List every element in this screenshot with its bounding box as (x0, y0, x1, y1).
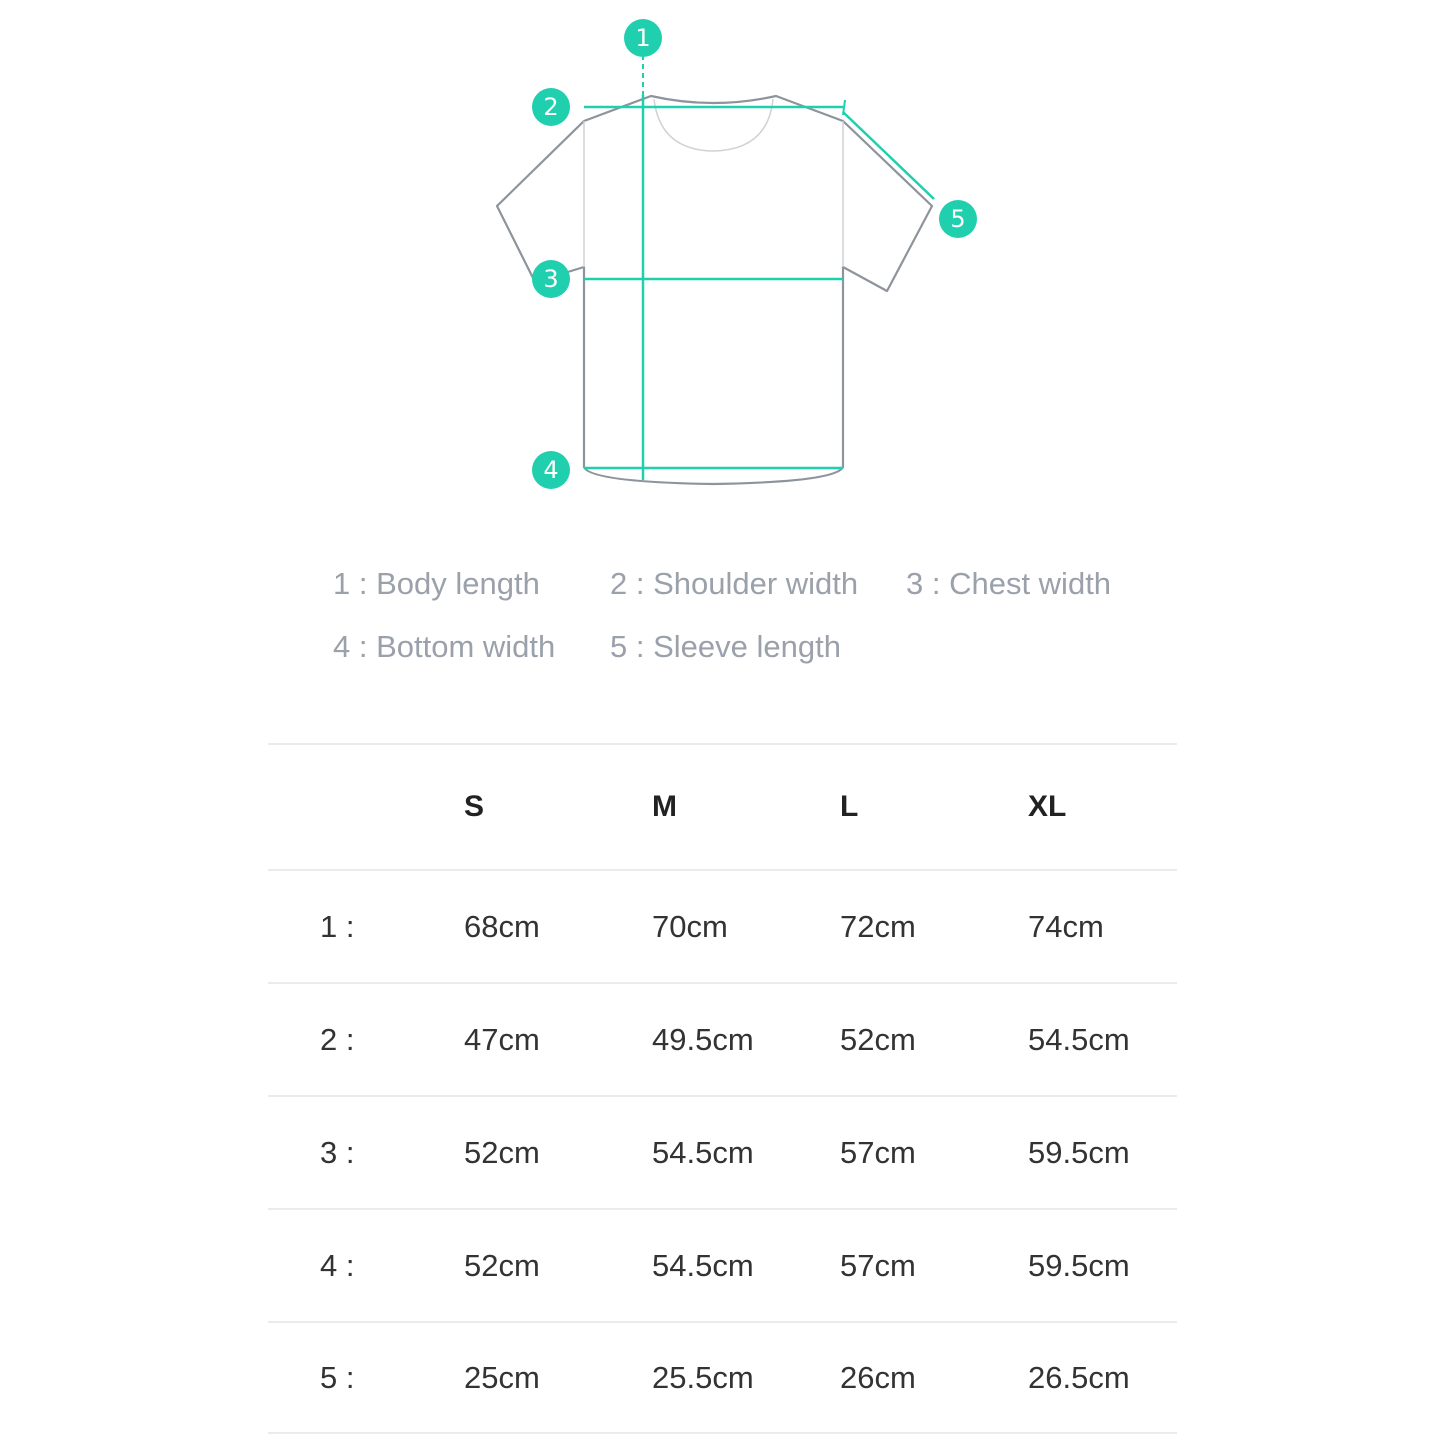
sleeve-length-line (843, 112, 934, 199)
table-cell: 25.5cm (652, 1359, 754, 1395)
table-row (268, 982, 1177, 1095)
legend-sleeve-length: 5 : Sleeve length (610, 629, 841, 664)
table-cell: 57cm (840, 1134, 916, 1170)
row-label: 4 : (320, 1247, 355, 1283)
header-size-s: S (464, 790, 485, 823)
svg-text:2: 2 (543, 93, 559, 121)
table-cell: 59.5cm (1028, 1134, 1130, 1170)
table-cell: 26.5cm (1028, 1359, 1130, 1395)
marker-1 (624, 19, 662, 57)
table-header-row (268, 743, 1177, 869)
table-cell: 70cm (652, 908, 728, 944)
svg-text:5: 5 (950, 205, 966, 233)
marker-5 (939, 200, 977, 238)
table-cell: 54.5cm (1028, 1021, 1130, 1057)
tshirt-measurement-diagram (0, 0, 1445, 520)
marker-4 (532, 451, 570, 489)
table-cell: 25cm (464, 1359, 540, 1395)
table-row (268, 1321, 1177, 1434)
table-cell: 54.5cm (652, 1134, 754, 1170)
table-row (268, 869, 1177, 982)
table-cell: 74cm (1028, 908, 1104, 944)
row-label: 5 : (320, 1359, 355, 1395)
table-cell: 59.5cm (1028, 1247, 1130, 1283)
table-row (268, 1095, 1177, 1208)
header-size-l: L (840, 790, 859, 823)
legend-body-length: 1 : Body length (333, 566, 540, 601)
row-label: 1 : (320, 908, 355, 944)
header-size-xl: XL (1028, 790, 1067, 823)
measurement-lines (584, 55, 934, 480)
table-cell: 54.5cm (652, 1247, 754, 1283)
table-cell: 57cm (840, 1247, 916, 1283)
svg-text:3: 3 (543, 265, 559, 293)
svg-text:1: 1 (635, 24, 651, 52)
table-cell: 52cm (464, 1134, 540, 1170)
table-cell: 72cm (840, 908, 916, 944)
header-size-m: M (652, 790, 677, 823)
row-label: 2 : (320, 1021, 355, 1057)
svg-text:4: 4 (543, 456, 559, 484)
legend-shoulder-width: 2 : Shoulder width (610, 566, 859, 601)
size-table (268, 743, 1177, 1434)
table-cell: 52cm (464, 1247, 540, 1283)
table-row (268, 1208, 1177, 1321)
table-cell: 47cm (464, 1021, 540, 1057)
marker-2 (532, 88, 570, 126)
row-label: 3 : (320, 1134, 355, 1170)
legend-bottom-width: 4 : Bottom width (333, 629, 556, 664)
table-cell: 26cm (840, 1359, 916, 1395)
legend-chest-width: 3 : Chest width (906, 566, 1112, 601)
table-cell: 68cm (464, 908, 540, 944)
marker-3 (532, 260, 570, 298)
table-cell: 52cm (840, 1021, 916, 1057)
tshirt-inner-lines (584, 99, 843, 267)
table-cell: 49.5cm (652, 1021, 754, 1057)
